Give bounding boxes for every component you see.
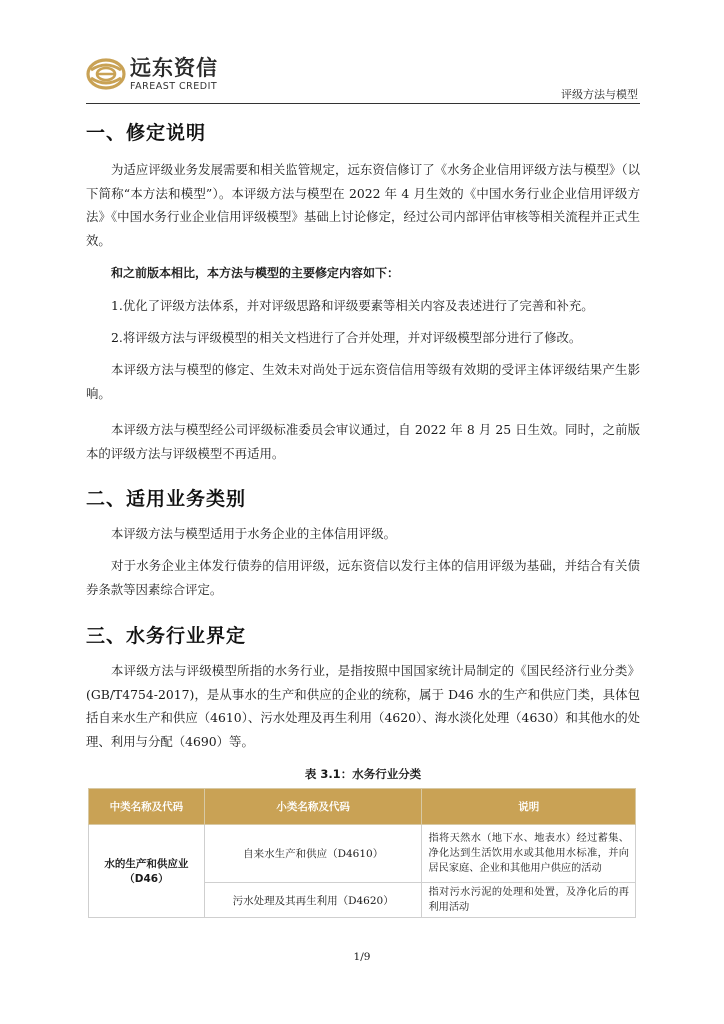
table-header-cell: 说明 — [422, 789, 636, 825]
table-cell-description: 指对污水污泥的处理和处置，及净化后的再利用活动 — [422, 883, 636, 918]
header-divider — [86, 103, 640, 104]
section-2-paragraph-2: 对于水务企业主体发行债券的信用评级，远东资信以发行主体的信用评级为基础，并结合有关债券条款等因素综合评定。 — [86, 558, 640, 597]
table-header-cell: 小类名称及代码 — [204, 789, 422, 825]
table-cell-description: 指将天然水（地下水、地表水）经过蓄集、净化达到生活饮用水或其他用水标准，并向居民家庭、企业和其他用户供应的活动 — [422, 825, 636, 883]
document-label: 评级方法与模型 — [561, 88, 638, 101]
table-cell-subcategory: 自来水生产和供应（D4610） — [204, 825, 422, 883]
table-cell-subcategory: 污水处理及其再生利用（D4620） — [204, 883, 422, 918]
section-1-paragraph-1: 为适应评级业务发展需要和相关监管规定，远东资信修订了《水务企业信用评级方法与模型》（以下简称“本方法和模型”）。本评级方法与模型在 2022 年 4 月生效的《中国水务行业企业信用评级方法》《中国水务行业企业信用评级模型》基础上讨论修定，经过公司内部评估审核等相关流程并正式生效。 — [86, 162, 640, 248]
table-header-cell: 中类名称及代码 — [89, 789, 205, 825]
company-logo — [86, 54, 286, 96]
section-3-paragraph-1: 本评级方法与评级模型所指的水务行业，是指按照中国国家统计局制定的《国民经济行业分类》(GB/T4754-2017)，是从事水的生产和供应的企业的统称，属于 D46 水的生产和供应门类，具体包括自来水生产和供应（4610）、污水处理及再生利用（4620）、海水淡化处理（4630）和其他水的处理、利用与分配（4690）等。 — [86, 663, 640, 749]
section-1-bold-lead: 和之前版本相比，本方法与模型的主要修定内容如下： — [111, 266, 400, 280]
page-number: 1/9 — [353, 951, 371, 963]
table-header-row — [89, 789, 636, 825]
logo-chinese-name: 远东资信 — [130, 56, 218, 80]
logo-english-name: FAREAST CREDIT — [130, 81, 218, 92]
section-3-title: 三、水务行业界定 — [86, 625, 247, 647]
section-2-title: 二、适用业务类别 — [86, 488, 247, 510]
logo-emblem-icon — [86, 54, 126, 94]
table-cell-category: 水的生产和供应业（D46） — [89, 825, 205, 918]
table-caption: 表 3.1：水务行业分类 — [304, 767, 422, 781]
section-2-paragraph-1: 本评级方法与模型适用于水务企业的主体信用评级。 — [111, 526, 396, 541]
section-1-paragraph-3: 本评级方法与模型经公司评级标准委员会审议通过，自 2022 年 8 月 25 日生效。同时，之前版本的评级方法与评级模型不再适用。 — [86, 422, 640, 461]
page-header — [86, 50, 640, 104]
section-1-title: 一、修定说明 — [86, 122, 207, 144]
industry-classification-table — [88, 788, 636, 918]
table-row — [89, 825, 636, 883]
section-1-item-1: 1.优化了评级方法体系，并对评级思路和评级要素等相关内容及表述进行了完善和补充。 — [111, 298, 594, 313]
section-1-item-2: 2.将评级方法与评级模型的相关文档进行了合并处理，并对评级模型部分进行了修改。 — [111, 330, 582, 345]
section-1-paragraph-2: 本评级方法与模型的修定、生效未对尚处于远东资信信用等级有效期的受评主体评级结果产生影响。 — [86, 362, 640, 401]
